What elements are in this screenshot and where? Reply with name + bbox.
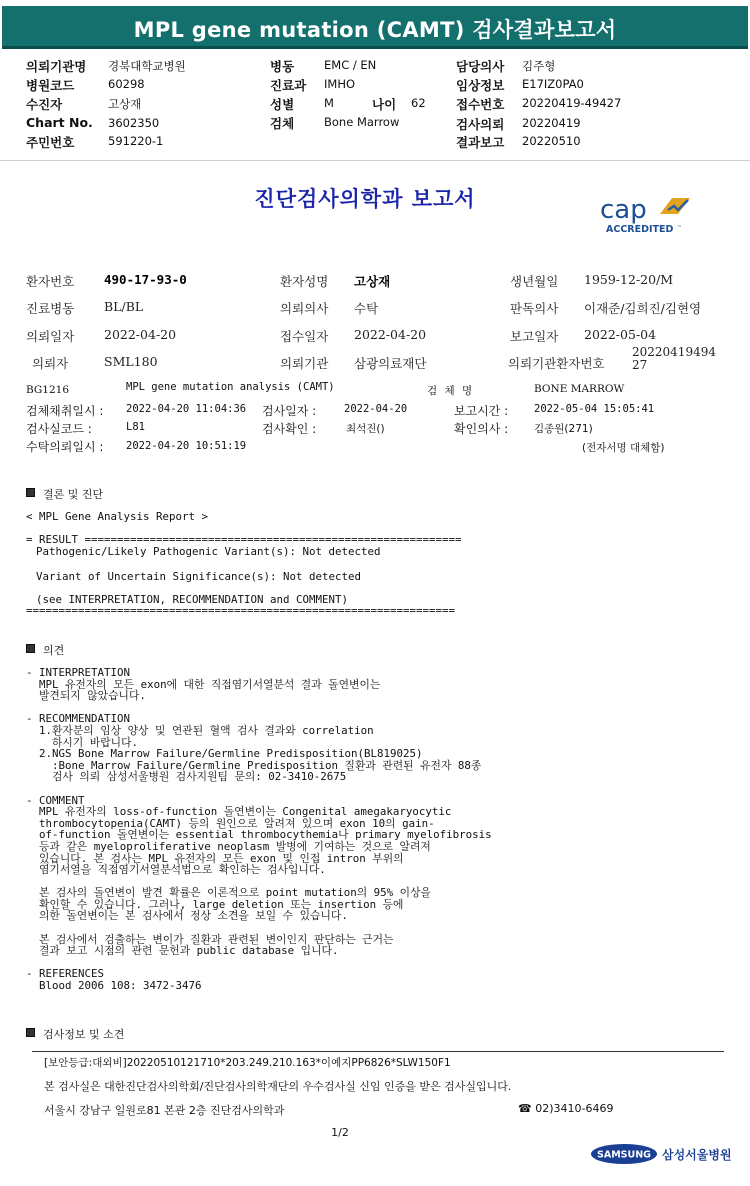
opinion-line: 등과 같은 myeloproliferative neoplasm 발병에 기여하는 것으로 알려져 [26,839,431,853]
patient-name: 고상재 [354,274,391,289]
field-label: 주민번호 [26,135,75,150]
section-bullet-icon [26,1028,35,1037]
security-line: [보안등급:대외비]20220510121710*203.249.210.163*이예지PP6826*SLW150F1 [44,1057,451,1069]
report-title: 진단검사의학과 보고서 [254,187,476,211]
report-header-title: MPL gene mutation (CAMT) 검사결과보고서 [133,18,617,42]
room-code: L81 [126,421,145,433]
esign-note: (전자서명 대체함) [582,442,665,454]
result-line: = RESULT ========================================================== [26,533,462,546]
section-conclusion [26,486,103,502]
patient-value: 수탁 [354,301,379,316]
opinion-line: thrombocytopenia(CAMT) 등의 원인으로 알려져 있으며 exon 10의 gain- [26,816,435,830]
section-bullet-icon [26,644,35,653]
patient-label: 진료병동 [26,301,75,316]
patient-value: 2022-05-04 [584,327,657,342]
patient-value: BL/BL [104,299,144,314]
footer-divider [32,1051,724,1052]
section-opinion [26,642,64,658]
patient-label: 생년월일 [510,274,559,289]
opinion-line: - COMMENT [26,793,85,807]
patient-label: 의뢰기관 [280,356,329,371]
patient-label: 의뢰자 [32,356,69,371]
opinion-line: 의한 돌연변이는 본 검사에서 정상 소견을 보일 수 있습니다. [26,909,348,923]
opinion-line [26,783,492,795]
field-label: 담당의사 [456,59,505,74]
report-time: 2022-05-04 15:05:41 [534,403,655,415]
test-date: 2022-04-20 [344,403,408,415]
opinion-line: 본 검사에서 검출하는 변이가 질환과 관련된 변이인지 판단하는 근거는 [26,932,394,946]
certification-note: 본 검사실은 대한진단검사의학회/진단검사의학재단의 우수검사실 신임 인증을 받은 검사실입니다. [44,1080,512,1093]
test-label: 검체채취일시 : [26,404,104,418]
patient-birthdate: 1959-12-20/M [584,272,674,287]
field-value: 20220510 [522,134,581,148]
specimen-label: 검 체 명 [427,385,475,397]
opinion-line: MPL 유전자의 loss-of-function 돌연변이는 Congenital amegakaryocytic [26,805,452,819]
result-vus: Variant of Uncertain Significance(s): Not detected [36,570,362,583]
collected-time: 2022-04-20 11:04:36 [126,403,247,415]
section-heading: 의견 [43,644,65,657]
test-label: 확인의사 : [454,422,509,436]
opinion-line: MPL 유전자의 모든 exon에 대한 직접염기서열분석 결과 돌연변이는 [26,677,381,691]
svg-text:SAMSUNG: SAMSUNG [597,1149,651,1161]
patient-label: 판독의사 [510,301,559,316]
specimen-value: BONE MARROW [534,383,625,395]
test-label: 검사확인 : [262,422,317,436]
patient-label: 의뢰의사 [280,301,329,316]
field-value: 고상재 [108,97,142,111]
field-label: 검사의뢰 [456,117,505,132]
section-heading: 결론 및 진단 [43,488,104,501]
opinion-line: 1.환자분의 임상 양상 및 연관된 혈액 검사 결과와 correlation [26,723,374,737]
svg-text:ACCREDITED: ACCREDITED [606,224,674,235]
field-value: M [324,96,334,110]
test-label: 검사일자 : [262,404,317,418]
field-value: 김주형 [522,59,556,73]
section-heading: 검사정보 및 소견 [43,1028,125,1041]
opinion-line: :Bone Marrow Failure/Germline Predisposition 질환과 관련된 유전자 88종 [26,758,482,772]
patient-value: SML180 [104,354,158,369]
report-name: < MPL Gene Analysis Report > [26,510,209,523]
field-label: 나이 [372,97,397,112]
field-label: 병동 [270,59,295,74]
patient-label: 환자번호 [26,274,75,289]
opinion-line: 염기서열을 직접염기서열분석법으로 확인하는 검사입니다. [26,863,326,877]
test-code: BG1216 [26,384,70,396]
test-label: 수탁의뢰일시 : [26,440,104,454]
opinion-line: 하시기 바랍니다. [26,735,139,749]
confirm-doctor: 김종원(271) [534,423,593,435]
field-value: EMC / EN [324,58,377,72]
opinion-line: 본 검사의 돌연변이 발견 확률은 이론적으로 point mutation의 95% 이상을 [26,886,431,900]
patient-label: 의뢰기관환자번호 [508,356,605,371]
samsung-hospital-logo [590,1143,740,1165]
field-value: 20220419-49427 [522,96,622,110]
request-time: 2022-04-20 10:51:19 [126,440,247,452]
patient-value: 이재준/김희진/김현영 [584,301,702,316]
test-label: 검사실코드 : [26,422,92,436]
page-number: 1/2 [331,1126,349,1139]
opinion-line: 있습니다. 본 검사는 MPL 유전자의 모든 exon 및 인접 intron 부위의 [26,851,404,865]
opinion-line: Blood 2006 108: 3472-3476 [26,979,202,993]
field-label: 임상정보 [456,78,505,93]
opinion-line: 2.NGS Bone Marrow Failure/Germline Predisposition(BL819025) [26,747,423,761]
field-value: 3602350 [108,116,160,130]
field-value: 경북대학교병원 [108,59,186,73]
opinion-line: - INTERPRETATION [26,666,131,679]
patient-label: 보고일자 [510,329,559,344]
divider [0,160,750,161]
patient-value: 2022-04-20 [354,327,427,342]
field-label: 검체 [270,116,295,131]
address: 서울시 강남구 일원로81 본관 2층 진단검사의학과 [44,1104,285,1117]
opinion-line: - RECOMMENDATION [26,712,131,726]
result-pathogenic: Pathogenic/Likely Pathogenic Variant(s): Not detected [36,545,381,558]
result-end-line: ================================================================== [26,604,456,617]
field-value: E17IZ0PA0 [522,77,584,91]
patient-value: 삼광의료재단 [354,356,427,371]
patient-label: 접수일자 [280,329,329,344]
opinion-line: 검사 의뢰 삼성서울병원 검사지원팀 문의: 02-3410-2675 [26,770,347,784]
patient-label: 환자성명 [280,274,329,289]
field-label: 의뢰기관명 [26,59,87,74]
test-label: 보고시간 : [454,404,509,418]
opinion-line: 확인할 수 있습니다. 그러나, large deletion 또는 insertion 등에 [26,897,404,911]
field-value: 62 [411,96,426,110]
opinion-line: 결과 보고 시점의 관련 문헌과 public database 입니다. [26,944,339,958]
field-value: 60298 [108,77,145,91]
field-label: Chart No. [26,115,93,130]
field-value: Bone Marrow [324,115,400,129]
field-value: 20220419 [522,116,581,130]
field-label: 진료과 [270,78,307,93]
phone: ☎ 02)3410-6469 [518,1102,614,1115]
opinion-body [26,667,492,992]
field-label: 결과보고 [456,135,505,150]
svg-text:cap: cap [600,195,647,225]
svg-text:삼성서울병원: 삼성서울병원 [662,1148,732,1162]
test-name: MPL gene mutation analysis (CAMT) [126,381,335,393]
section-bullet-icon [26,488,35,497]
opinion-line: - REFERENCES [26,967,105,981]
field-value: 591220-1 [108,134,164,148]
cap-accredited-logo [598,192,698,236]
opinion-line [26,922,492,934]
opinion-line: 발견되지 않았습니다. [26,689,146,703]
field-label: 병원코드 [26,78,75,93]
confirm-person: 최석진() [346,423,385,435]
opinion-line: of-function 돌연변이는 essential thrombocythemia나 primary myelofibrosis [26,828,492,842]
patient-value: 2022-04-20 [104,327,177,342]
patient-id: 490-17-93-0 [104,272,187,287]
patient-value: 2022041949427 [632,345,716,372]
field-label: 수진자 [26,97,63,112]
patient-label: 의뢰일자 [26,329,75,344]
field-value: IMHO [324,77,356,91]
svg-text:™: ™ [677,225,682,231]
field-label: 접수번호 [456,97,505,112]
field-label: 성별 [270,97,295,112]
section-test-info [26,1026,124,1042]
result-see: (see INTERPRETATION, RECOMMENDATION and COMMENT) [36,593,349,606]
